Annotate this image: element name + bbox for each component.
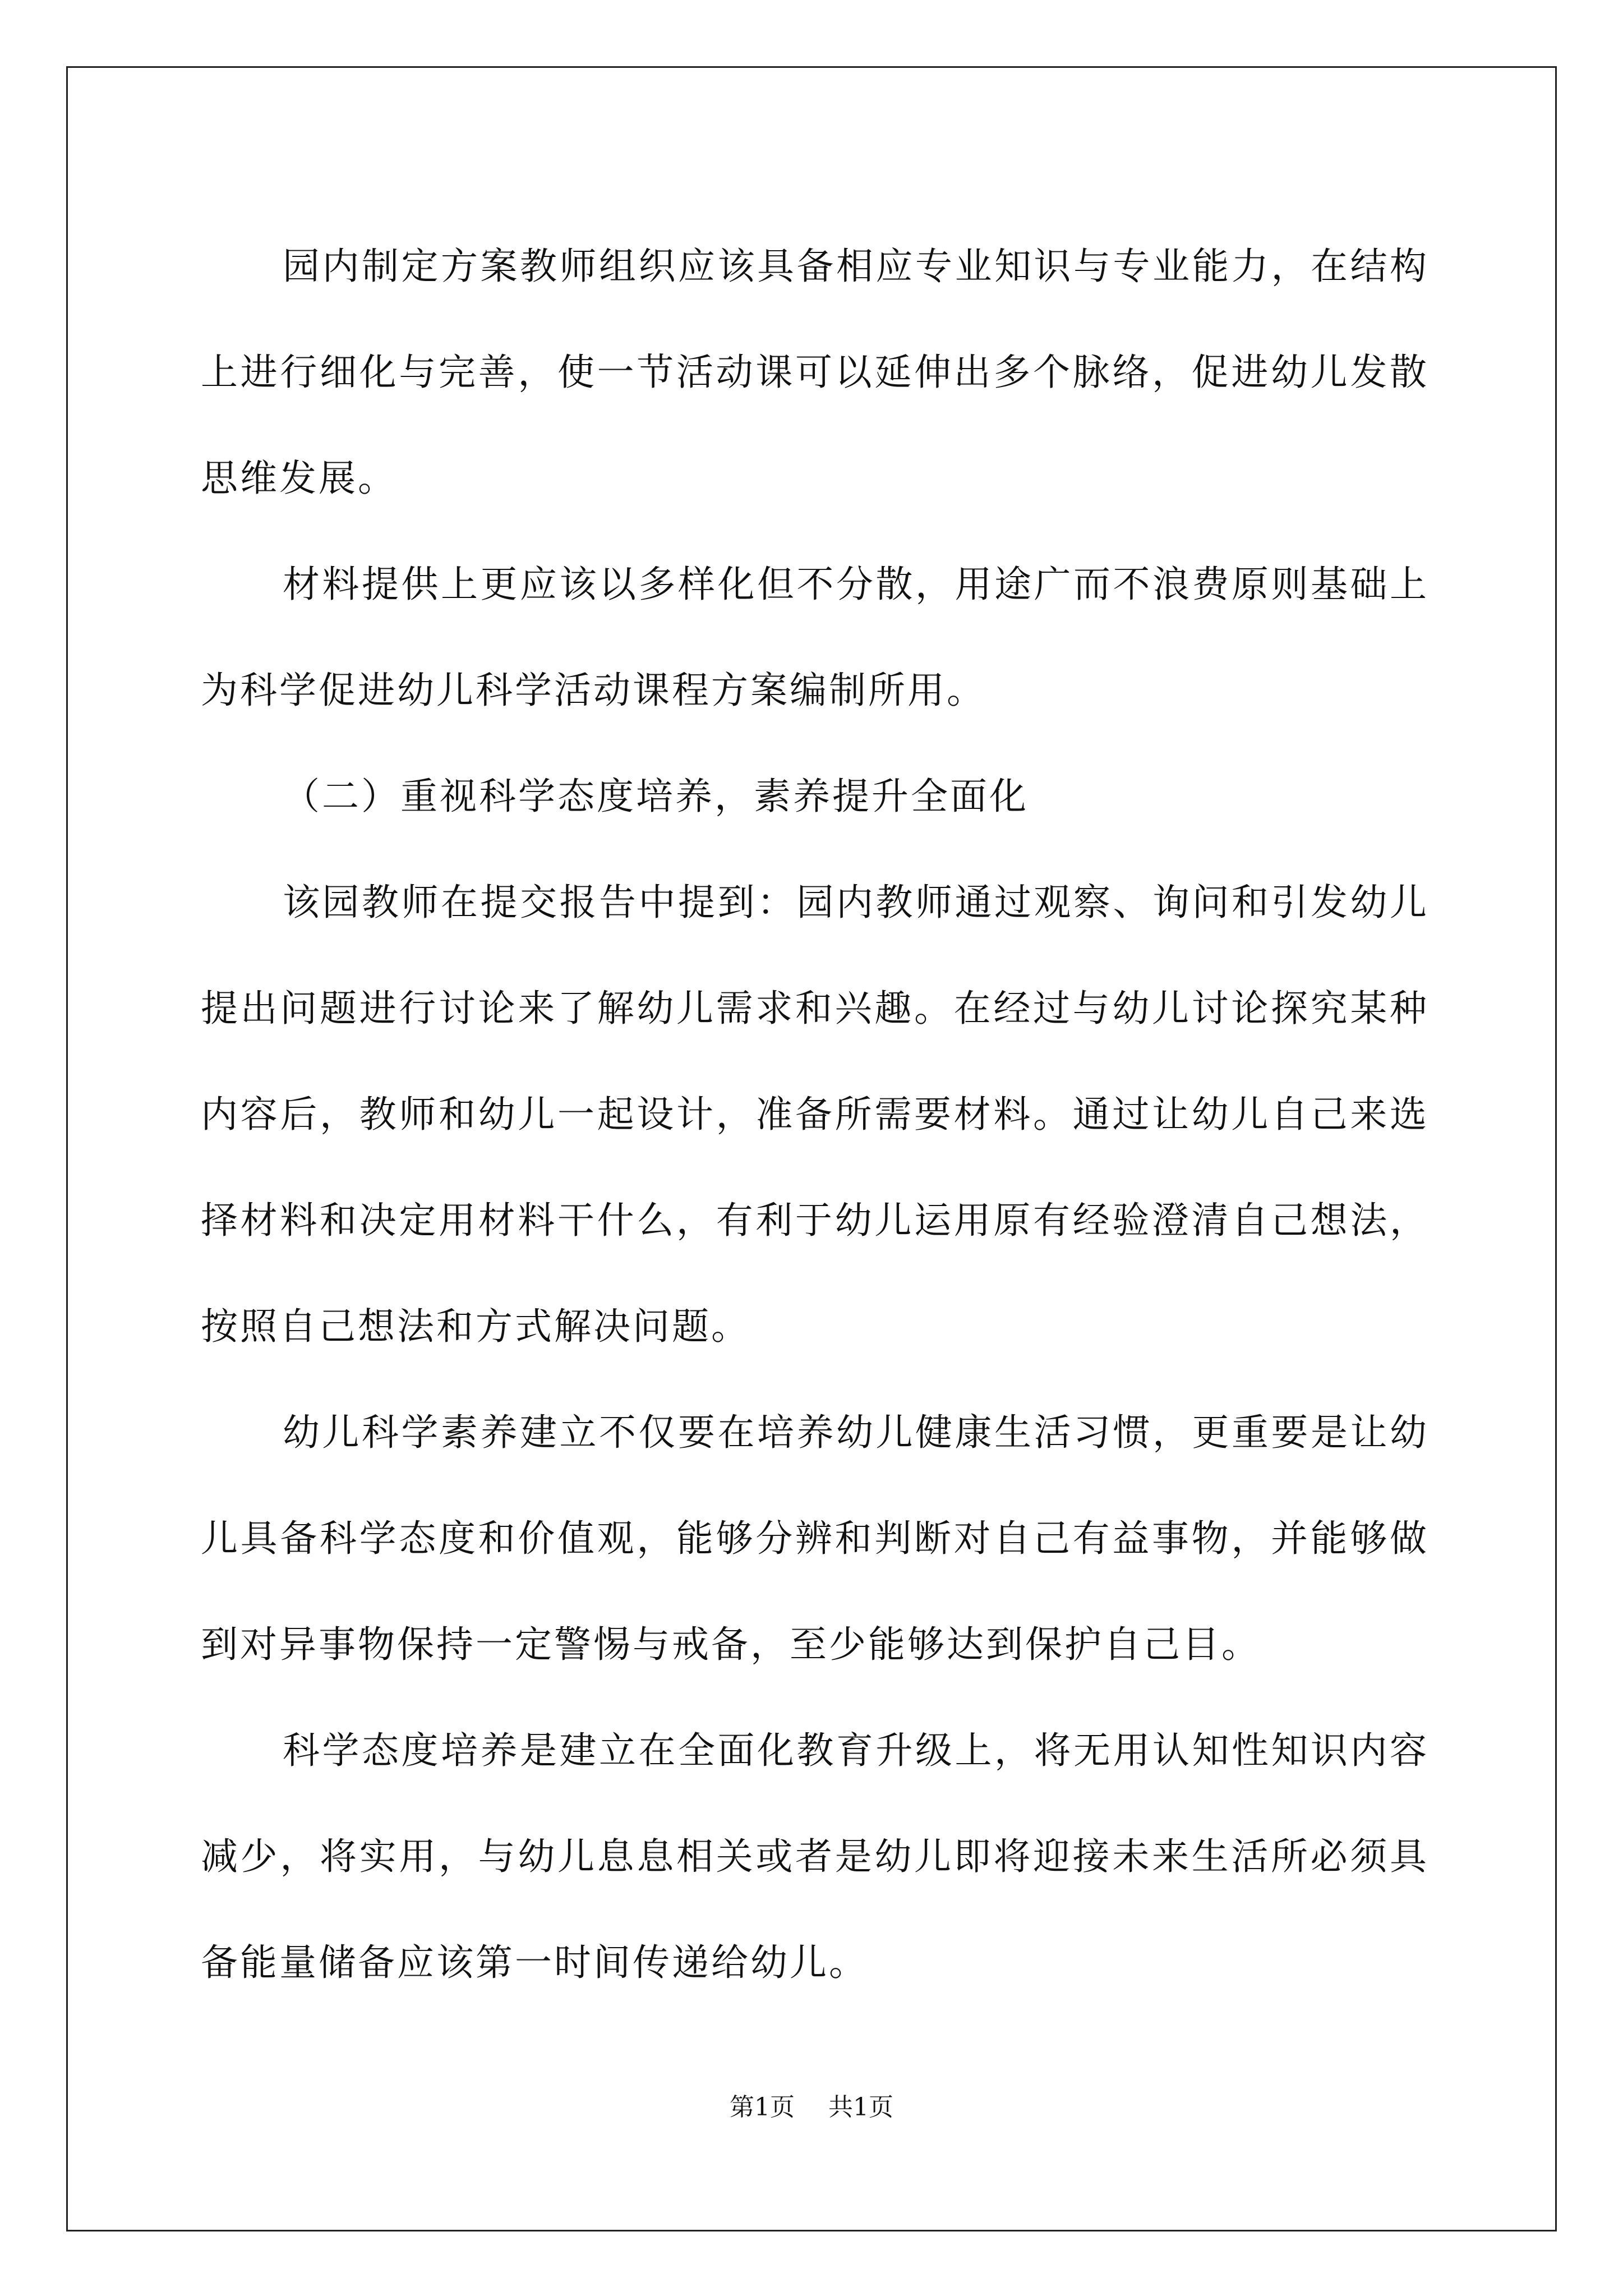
paragraph-5: 科学态度培养是建立在全面化教育升级上，将无用认知性知识内容减少，将实用，与幼儿息息相关或者是幼儿即将迎接未来生活所必须具备能量储备应该第一时间传递给幼儿。	[201, 1729, 1429, 1984]
page-footer	[0, 2087, 1623, 2123]
section-heading: （二）重视科学态度培养，素养提升全面化	[283, 775, 1029, 818]
paragraph-4: 幼儿科学素养建立不仅要在培养幼儿健康生活习惯，更重要是让幼儿具备科学态度和价值观，能够分辨和判断对自己有益事物，并能够做到对异事物保持一定警惕与戒备，至少能够达到保护自己目。	[201, 1411, 1429, 1666]
page-number: 第1页	[730, 2093, 795, 2122]
page-total: 共1页	[828, 2093, 893, 2122]
paragraph-3: 该园教师在提交报告中提到：园内教师通过观察、询问和引发幼儿提出问题进行讨论来了解幼儿需求和兴趣。在经过与幼儿讨论探究某种内容后，教师和幼儿一起设计，准备所需要材料。通过让幼儿自己来选择材料和决定用材料干什么，有利于幼儿运用原有经验澄清自己想法，按照自己想法和方式解决问题。	[201, 881, 1429, 1348]
paragraph-2: 材料提供上更应该以多样化但不分散，用途广而不浪费原则基础上为科学促进幼儿科学活动课程方案编制所用。	[201, 563, 1429, 712]
paragraph-1: 园内制定方案教师组织应该具备相应专业知识与专业能力，在结构上进行细化与完善，使一节活动课可以延伸出多个脉络，促进幼儿发散思维发展。	[201, 245, 1429, 500]
document-body	[201, 213, 1429, 2016]
